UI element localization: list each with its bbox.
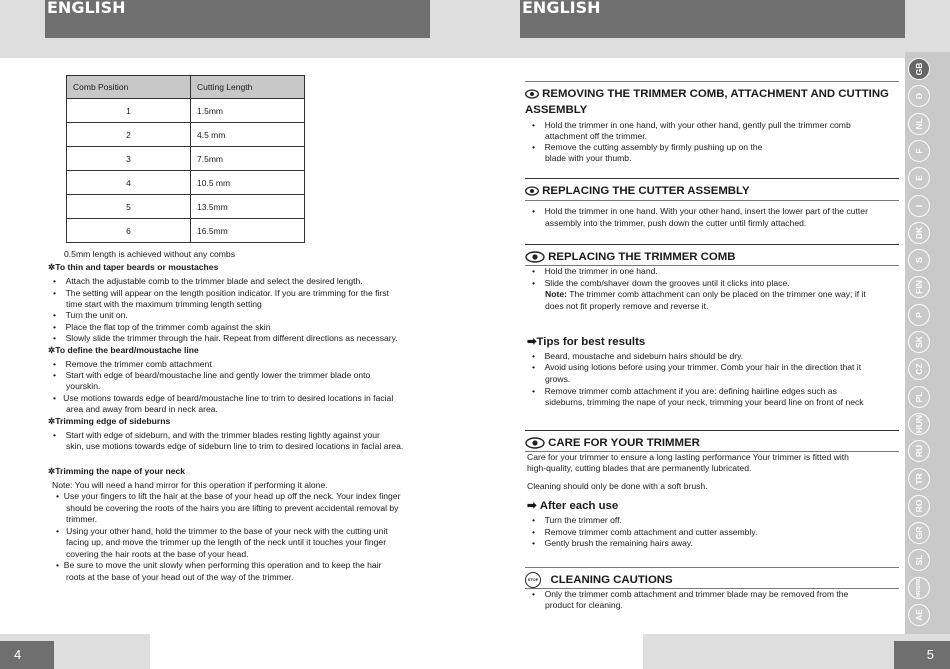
section-title-text: REMOVING THE TRIMMER COMB, ATTACHMENT AND CUTTING xyxy=(542,88,889,100)
table-row xyxy=(67,99,305,123)
section-title-text: REPLACING THE TRIMMER COMB xyxy=(548,251,736,263)
arrow-right-icon: ➡ xyxy=(527,336,537,348)
language-tab-hrsrb[interactable]: HR/SRB xyxy=(908,577,930,599)
eye-icon xyxy=(525,186,539,196)
section-nape-title xyxy=(48,466,185,477)
table-row xyxy=(67,219,305,243)
language-tab-d[interactable]: D xyxy=(908,85,930,107)
list-item: • Hold the trimmer in one hand, with your other hand, gently pull the trimmer comb xyxy=(532,120,851,130)
table-row xyxy=(67,195,305,219)
list-item: • Remove the trimmer comb attachment xyxy=(53,359,212,369)
stop-icon: STOP xyxy=(525,572,541,588)
list-item-continued: facing up, and move the trimmer up the length of the neck until it touches your finger xyxy=(66,537,387,547)
list-item-text: Place the flat top of the trimmer comb against the skin xyxy=(65,322,271,332)
section-title-text: To thin and taper beards or moustaches xyxy=(55,262,219,272)
list-item-continued: blade with your thumb. xyxy=(545,153,632,163)
header-left: ENGLISH xyxy=(45,0,430,38)
section-title-text: REPLACING THE CUTTER ASSEMBLY xyxy=(542,185,750,197)
list-item-text: Remove trimmer comb attachment and cutter assembly. xyxy=(544,527,758,537)
list-item-continued: skin, use motions towards edge of sideburn line to trim to desired locations in facial area. xyxy=(66,441,404,451)
language-tab-dk[interactable]: DK xyxy=(908,222,930,244)
note-text: The trimmer comb attachment can only be placed on the trimmer one way; if it xyxy=(566,289,866,299)
list-item-continued: grows. xyxy=(545,374,571,384)
divider xyxy=(525,200,899,201)
language-tab-gb[interactable]: GB xyxy=(908,58,930,80)
list-item-continued: time start with the maximum trimming length setting xyxy=(66,299,262,309)
list-item-text: Attach the adjustable comb to the trimmer blade and select the desired length. xyxy=(65,276,363,286)
list-item-text: Start with edge of sideburn, and with the trimmer blades resting lightly against your xyxy=(65,430,380,440)
section-care-title xyxy=(525,430,899,451)
section-after-title xyxy=(527,498,618,512)
table-cell: 4.5 mm xyxy=(191,123,305,147)
no-comb-note: 0.5mm length is achieved without any combs xyxy=(64,249,236,259)
language-tab-i[interactable]: I xyxy=(908,195,930,217)
eye-icon xyxy=(525,89,539,99)
star-icon: ✲ xyxy=(48,345,56,355)
page-number-right: 5 xyxy=(894,641,950,669)
list-item-continued: assembly into the trimmer, push down the cutter until firmly attached. xyxy=(545,218,807,228)
language-tab-sl[interactable]: SL xyxy=(908,549,930,571)
language-tab-sk[interactable]: SK xyxy=(908,331,930,353)
table-header-cell: Comb Position xyxy=(67,76,191,99)
language-tab-s[interactable]: S xyxy=(908,249,930,271)
list-item: • Start with edge of beard/moustache line and gently lower the trimmer blade onto xyxy=(53,370,371,380)
section-remove-title xyxy=(525,82,899,102)
list-item: • Using your other hand, hold the trimmer to the base of your neck with the cutting unit xyxy=(56,526,388,536)
section-define-title xyxy=(48,345,199,356)
care-text: Cleaning should only be done with a soft brush. xyxy=(527,481,708,491)
list-item: • Place the flat top of the trimmer comb against the skin xyxy=(53,322,271,332)
section-thin-title xyxy=(48,262,218,273)
list-item: • Be sure to move the unit slowly when performing this operation and to keep the hair xyxy=(56,560,382,570)
language-tab-f[interactable]: F xyxy=(908,140,930,162)
table-cell: 13.5mm xyxy=(191,195,305,219)
care-text: Care for your trimmer to ensure a long lasting performance Your trimmer is fitted with xyxy=(527,452,849,462)
section-remove-title-cont: ASSEMBLY xyxy=(525,104,588,116)
list-item-text: Hold the trimmer in one hand, with your other hand, gently pull the trimmer comb xyxy=(544,120,851,130)
list-item-text: Gently brush the remaining hairs away. xyxy=(544,538,693,548)
language-tab-ro[interactable]: RO xyxy=(908,495,930,517)
star-icon: ✲ xyxy=(48,416,56,426)
list-item: • The setting will appear on the length position indicator. If you are trimming for the first xyxy=(53,288,389,298)
table-cell: 4 xyxy=(67,171,191,195)
list-item-text: Avoid using lotions before using your trimmer. Comb your hair in the direction that it xyxy=(544,362,862,372)
table-cell: 16.5mm xyxy=(191,219,305,243)
eye-icon xyxy=(525,437,545,449)
list-item: • Slide the comb/shaver down the grooves until it clicks into place. xyxy=(532,278,790,288)
language-tab-fin[interactable]: FIN xyxy=(908,276,930,298)
list-item-text: Slowly slide the trimmer through the hair. Repeat from different directions as necessary. xyxy=(65,333,398,343)
star-icon: ✲ xyxy=(48,262,56,272)
table-row xyxy=(67,123,305,147)
list-item-text: Turn the trimmer off. xyxy=(544,515,622,525)
list-item-text: The setting will appear on the length position indicator. If you are trimming for the first xyxy=(65,288,389,298)
list-item: • Only the trimmer comb attachment and trimmer blade may be removed from the xyxy=(532,589,849,599)
list-item-text: Turn the unit on. xyxy=(65,310,128,320)
section-title-text: CARE FOR YOUR TRIMMER xyxy=(548,437,700,449)
list-item-continued: area and away from beard in neck area. xyxy=(66,404,218,414)
language-tab-hun[interactable]: HUN xyxy=(908,413,930,435)
list-item: • Gently brush the remaining hairs away. xyxy=(532,538,693,548)
list-item-continued: roots at the base of your head out of the way of the trimmer. xyxy=(66,572,294,582)
list-item: • Turn the unit on. xyxy=(53,310,128,320)
table-cell: 1 xyxy=(67,99,191,123)
arrow-right-icon: ➡ xyxy=(527,500,537,512)
list-item: • Remove trimmer comb attachment if you are: defining hairline edges such as xyxy=(532,386,837,396)
list-item-text: Remove the cutting assembly by firmly pushing up on the xyxy=(544,142,763,152)
list-item-text: Remove trimmer comb attachment if you are: defining hairline edges such as xyxy=(544,386,837,396)
list-item-text: Slide the comb/shaver down the grooves until it clicks into place. xyxy=(544,278,790,288)
list-item-text: Use your fingers to lift the hair at the base of your head up off the neck. Your index finger xyxy=(63,491,401,501)
list-item: • Remove trimmer comb attachment and cutter assembly. xyxy=(532,527,758,537)
comb-note xyxy=(545,289,866,300)
list-item: • Start with edge of sideburn, and with the trimmer blades resting lightly against your xyxy=(53,430,380,440)
page-number-left: 4 xyxy=(0,641,54,669)
list-item: • Slowly slide the trimmer through the hair. Repeat from different directions as necessary. xyxy=(53,333,398,343)
section-title-text: After each use xyxy=(539,500,619,512)
table-cell: 2 xyxy=(67,123,191,147)
list-item: • Use your fingers to lift the hair at the base of your head up off the neck. Your index finger xyxy=(56,491,401,501)
section-title-text: Tips for best results xyxy=(536,336,646,348)
star-icon: ✲ xyxy=(48,466,56,476)
table-cell: 6 xyxy=(67,219,191,243)
list-item-continued: yourskin. xyxy=(66,381,101,391)
table-cell: 1.5mm xyxy=(191,99,305,123)
list-item-text: Use motions towards edge of beard/moustache line to trim to desired locations in facial xyxy=(63,393,394,403)
language-tab-gr[interactable]: GR xyxy=(908,522,930,544)
list-item: • Attach the adjustable comb to the trimmer blade and select the desired length. xyxy=(53,276,363,286)
list-item: • Turn the trimmer off. xyxy=(532,515,622,525)
table-cell: 7.5mm xyxy=(191,147,305,171)
section-title-text: Trimming edge of sideburns xyxy=(55,416,171,426)
language-tab-ru[interactable]: RU xyxy=(908,440,930,462)
section-comb-title xyxy=(525,244,899,265)
section-title-text: CLEANING CAUTIONS xyxy=(550,574,673,587)
section-caution-title xyxy=(525,567,899,588)
header-right: ENGLISH xyxy=(520,0,905,38)
table-row xyxy=(67,171,305,195)
list-item-text: Hold the trimmer in one hand. xyxy=(544,266,658,276)
list-item-text: Start with edge of beard/moustache line and gently lower the trimmer blade onto xyxy=(65,370,371,380)
list-item-continued: should be covering the roots of the hairs you are lifting to prevent accidental removal by xyxy=(66,503,399,513)
language-tab-nl[interactable]: NL xyxy=(908,113,930,135)
list-item: • Beard, moustache and sideburn hairs should be dry. xyxy=(532,351,744,361)
list-item-continued: trimmer. xyxy=(66,514,98,524)
table-header-cell: Cutting Length xyxy=(191,76,305,99)
list-item-text: Hold the trimmer in one hand. With your other hand, insert the lower part of the cutter xyxy=(544,206,868,216)
list-item-text: Be sure to move the unit slowly when performing this operation and to keep the hair xyxy=(63,560,382,570)
section-cutter-title xyxy=(525,178,899,199)
list-item-continued: sideburns, trimming the nape of your neck, trimming your beard line on front of neck xyxy=(545,397,864,407)
language-tab-p[interactable]: P xyxy=(908,304,930,326)
section-title-text: Trimming the nape of your neck xyxy=(55,466,186,476)
list-item-continued: attachment off the trimmer. xyxy=(545,131,648,141)
language-tab-cz[interactable]: CZ xyxy=(908,358,930,380)
language-tab-e[interactable]: E xyxy=(908,167,930,189)
list-item: • Hold the trimmer in one hand. xyxy=(532,266,658,276)
list-item-text: Only the trimmer comb attachment and trimmer blade may be removed from the xyxy=(544,589,849,599)
table-cell: 3 xyxy=(67,147,191,171)
table-cell: 5 xyxy=(67,195,191,219)
list-item-continued: product for cleaning. xyxy=(545,600,623,610)
table-cell: 10.5 mm xyxy=(191,171,305,195)
language-tab-tr[interactable]: TR xyxy=(908,468,930,490)
list-item-text: Using your other hand, hold the trimmer to the base of your neck with the cutting unit xyxy=(66,526,388,536)
comb-note-continued: does not fit properly remove and reverse it. xyxy=(545,301,709,311)
note-label: Note: xyxy=(545,289,567,299)
list-item-text: Remove the trimmer comb attachment xyxy=(65,359,212,369)
language-tab-pl[interactable]: PL xyxy=(908,386,930,408)
list-item: • Remove the cutting assembly by firmly pushing up on the xyxy=(532,142,763,152)
section-tips-title xyxy=(527,334,645,348)
list-item: • Use motions towards edge of beard/moustache line to trim to desired locations in facial xyxy=(53,393,394,403)
care-text: high-quality, cutting blades that are permanently lubricated. xyxy=(527,463,752,473)
list-item-continued: covering the hair roots at the base of your head. xyxy=(66,549,249,559)
list-item: • Hold the trimmer in one hand. With your other hand, insert the lower part of the cutter xyxy=(532,206,868,216)
language-tab-ae[interactable]: AE xyxy=(908,604,930,626)
section-edge-title xyxy=(48,416,170,427)
list-item-text: Beard, moustache and sideburn hairs should be dry. xyxy=(544,351,744,361)
comb-length-table xyxy=(66,75,305,243)
section-title-text: To define the beard/moustache line xyxy=(55,345,199,355)
list-item: • Avoid using lotions before using your trimmer. Comb your hair in the direction that it xyxy=(532,362,862,372)
table-header-row xyxy=(67,76,305,99)
table-row xyxy=(67,147,305,171)
nape-note: Note: You will need a hand mirror for this operation if performing it alone. xyxy=(52,480,328,490)
eye-icon xyxy=(525,251,545,263)
